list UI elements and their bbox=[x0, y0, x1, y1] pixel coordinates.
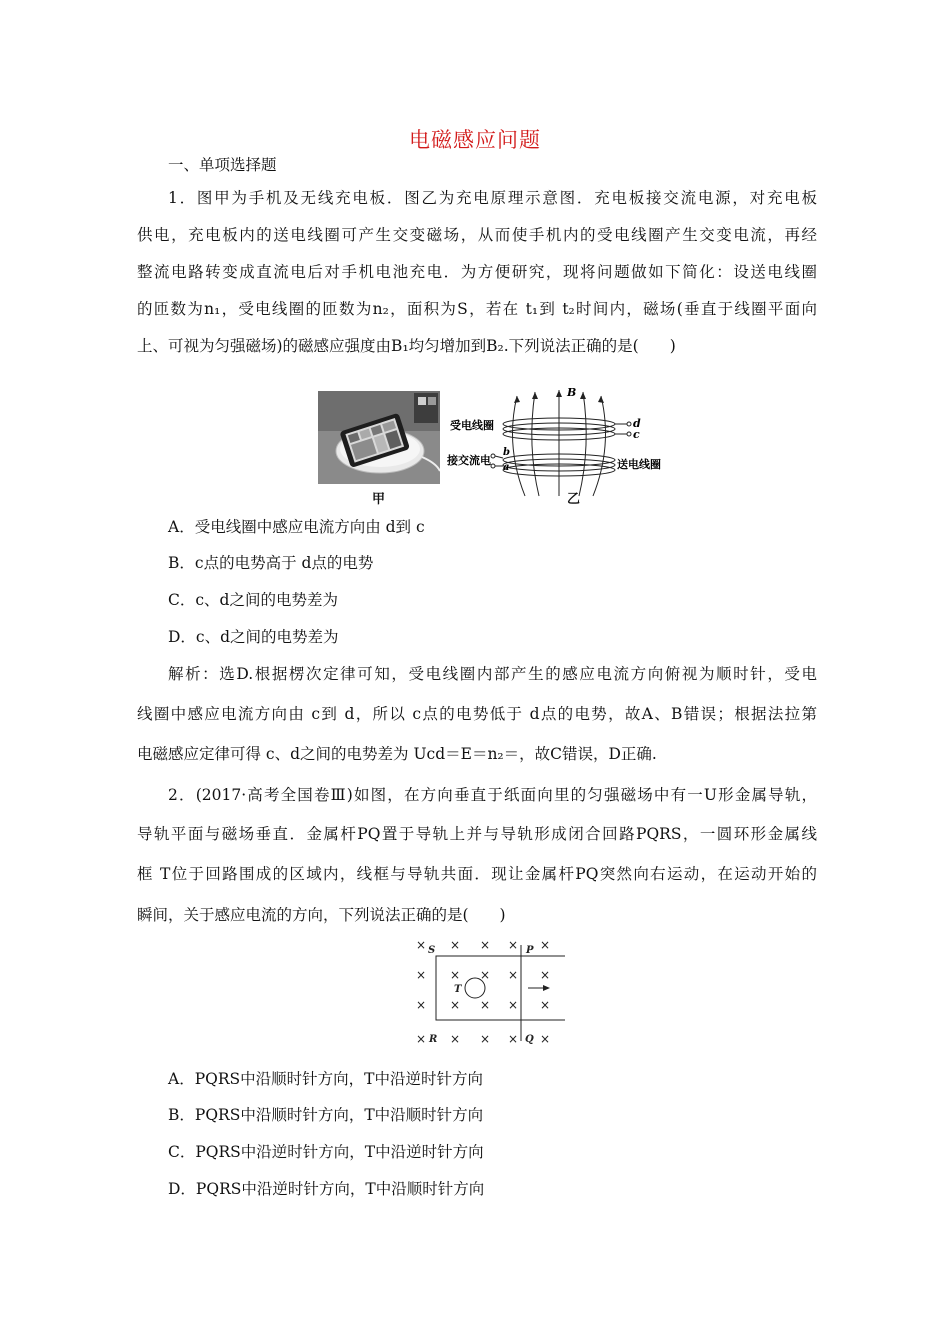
svg-text:×: × bbox=[450, 968, 461, 982]
label-R: R bbox=[429, 1034, 438, 1045]
page-title: 电磁感应问题 bbox=[409, 128, 541, 152]
q1-line-4: 的匝数为n₁，受电线圈的匝数为n₂，面积为S，若在 t₁到 t₂时间内，磁场(垂直于线圈平面向 bbox=[137, 300, 817, 318]
label-P: P bbox=[526, 945, 534, 956]
q2-option-c: C．PQRS中沿逆时针方向，T中沿逆时针方向 bbox=[168, 1143, 484, 1161]
q1-line-3: 整流电路转变成直流电后对手机电池充电．为方便研究，现将问题做如下简化：设送电线圈 bbox=[137, 263, 817, 281]
svg-text:×: × bbox=[540, 968, 551, 982]
q1-line-2: 供电，充电板内的送电线圈可产生交变磁场，从而使手机内的受电线圈产生交变电流，再经 bbox=[137, 226, 817, 244]
label-Q: Q bbox=[525, 1034, 534, 1045]
q1-option-a: A．受电线圈中感应电流方向由 d到 c bbox=[168, 518, 425, 536]
figure-caption-jia: 甲 bbox=[372, 492, 386, 507]
label-b: b bbox=[503, 447, 510, 458]
svg-text:×: × bbox=[508, 938, 519, 952]
svg-text:×: × bbox=[508, 1032, 519, 1046]
q1-option-d: D．c、d之间的电势差为 bbox=[168, 628, 339, 646]
figure-caption-yi: 乙 bbox=[567, 492, 581, 507]
label-receiving-coil: 受电线圈 bbox=[450, 419, 494, 432]
label-ac-source: 接交流电 bbox=[447, 454, 491, 467]
svg-text:×: × bbox=[416, 1032, 427, 1046]
svg-text:×: × bbox=[416, 968, 427, 982]
svg-text:×: × bbox=[450, 1032, 461, 1046]
q2-option-a: A．PQRS中沿顺时针方向，T中沿逆时针方向 bbox=[168, 1070, 483, 1088]
coil-diagram bbox=[447, 384, 677, 500]
svg-text:×: × bbox=[450, 938, 461, 952]
svg-text:×: × bbox=[416, 938, 427, 952]
svg-text:×: × bbox=[540, 938, 551, 952]
phone-charger-photo bbox=[318, 391, 440, 484]
q1-option-c: C．c、d之间的电势差为 bbox=[168, 591, 338, 609]
label-c: c bbox=[633, 428, 640, 441]
q2-option-d: D．PQRS中沿逆时针方向，T中沿顺时针方向 bbox=[168, 1180, 485, 1198]
q2-option-b: B．PQRS中沿顺时针方向，T中沿顺时针方向 bbox=[168, 1106, 484, 1124]
q2-line-1: 2．(2017·高考全国卷Ⅲ)如图，在方向垂直于纸面向里的匀强磁场中有一U形金属导轨， bbox=[168, 786, 817, 804]
label-T: T bbox=[454, 984, 462, 995]
label-a: a bbox=[503, 462, 510, 473]
label-d: d bbox=[633, 417, 641, 430]
q2-line-4: 瞬间，关于感应电流的方向，下列说法正确的是( ) bbox=[137, 906, 506, 924]
svg-text:×: × bbox=[508, 998, 519, 1012]
svg-text:×: × bbox=[480, 1032, 491, 1046]
svg-text:×: × bbox=[480, 968, 491, 982]
q1-option-b: B．c点的电势高于 d点的电势 bbox=[168, 554, 374, 572]
svg-text:×: × bbox=[508, 968, 519, 982]
svg-text:×: × bbox=[480, 998, 491, 1012]
svg-text:×: × bbox=[450, 998, 461, 1012]
q1-line-5: 上、可视为匀强磁场)的磁感应强度由B₁均匀增加到B₂.下列说法正确的是( ) bbox=[137, 337, 676, 355]
q1-line-1: 1．图甲为手机及无线充电板．图乙为充电原理示意图．充电板接交流电源，对充电板 bbox=[168, 189, 817, 207]
q1-analysis-3: 电磁感应定律可得 c、d之间的电势差为 Ucd＝E＝n₂＝，故C错误，D正确. bbox=[137, 745, 657, 763]
svg-text:×: × bbox=[540, 1032, 551, 1046]
label-sending-coil: 送电线圈 bbox=[617, 458, 661, 471]
svg-text:×: × bbox=[480, 938, 491, 952]
label-S: S bbox=[428, 945, 436, 956]
q1-analysis-2: 线圈中感应电流方向由 c到 d，所以 c点的电势低于 d点的电势，故A、B错误；根据法拉第 bbox=[137, 705, 817, 723]
q2-line-2: 导轨平面与磁场垂直．金属杆PQ置于导轨上并与导轨形成闭合回路PQRS，一圆环形金属线 bbox=[137, 825, 817, 843]
rail-circuit-diagram bbox=[410, 937, 570, 1049]
section-heading: 一、单项选择题 bbox=[168, 156, 277, 174]
q1-analysis-1: 解析：选D.根据楞次定律可知，受电线圈内部产生的感应电流方向俯视为顺时针，受电 bbox=[168, 665, 817, 683]
svg-text:×: × bbox=[540, 998, 551, 1012]
svg-text:×: × bbox=[416, 998, 427, 1012]
q2-line-3: 框 T位于回路围成的区域内，线框与导轨共面．现让金属杆PQ突然向右运动，在运动开始的 bbox=[137, 865, 817, 883]
label-B: B bbox=[567, 386, 577, 399]
